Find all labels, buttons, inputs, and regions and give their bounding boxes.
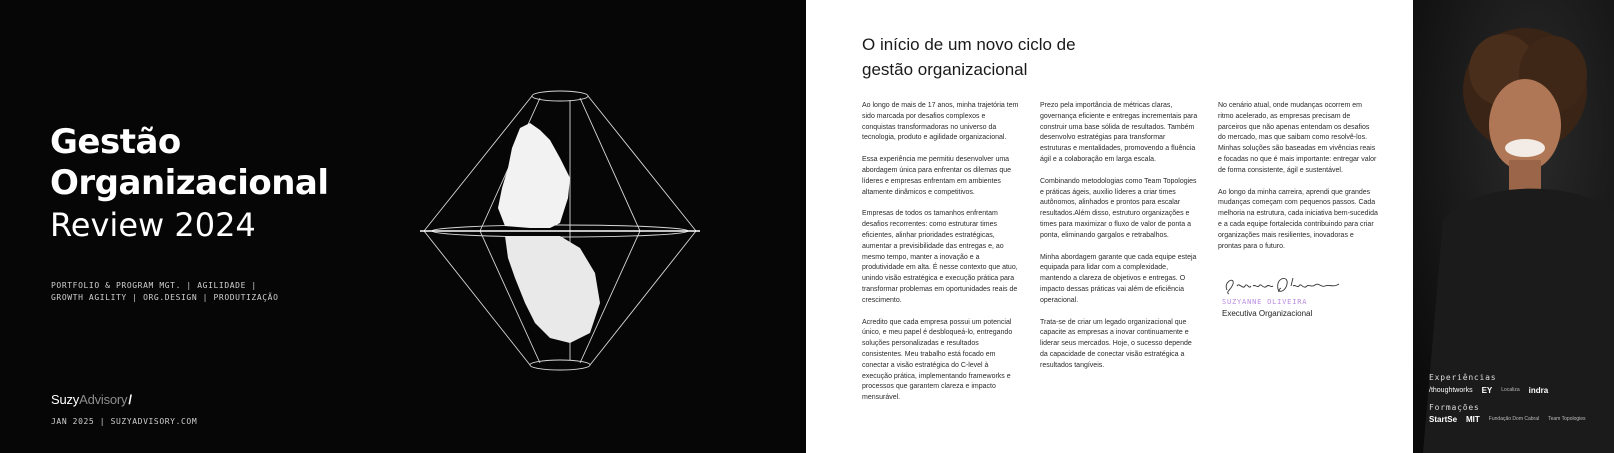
paragraph: Essa experiência me permitiu desenvolver uma abordagem única para enfrentar os dilemas que líderes e empresas enfrentam em ambientes altamente dinâmicos e competitivos. xyxy=(862,156,1012,196)
paragraph: Prezo pela importância de métricas claras, governança eficiente e entregas incrementais para construir uma base sólida de resultados. Também desenvolvo estratégias para transformar estruturas e mentalidades, promovendo a fluência ágil e a colaboração em larga escala. xyxy=(1040,102,1198,163)
paragraph: Ao longo de mais de 17 anos, minha trajetória tem sido marcada por desafios complexos e conquistas transformadoras no universo da tecnologia, produto e agilidade organizacional. xyxy=(862,102,1019,142)
text-column-3 xyxy=(1218,101,1378,263)
paragraph: Minha abordagem garante que cada equipe esteja equipada para lidar com a complexidade, mantendo a clareza de objetivos e entregas. O impacto dessas práticas vai além de eficiência operacional. xyxy=(1040,253,1197,304)
localiza-logo: Localiza xyxy=(1501,387,1520,393)
brand-logo xyxy=(51,392,132,407)
cover-tags-line2: GROWTH AGILITY | ORG.DESIGN | PRODUTIZAÇÃO xyxy=(51,293,279,302)
cover-tags-line1: PORTFOLIO & PROGRAM MGT. | AGILIDADE | xyxy=(51,281,257,290)
education-logos xyxy=(1429,415,1586,424)
thoughtworks-logo: /thoughtworks xyxy=(1429,387,1473,394)
startse-logo: StartSe xyxy=(1429,415,1458,424)
signature-role: Executiva Organizacional xyxy=(1222,309,1313,318)
education-title: Formações xyxy=(1429,403,1480,412)
experience-logos xyxy=(1429,386,1548,395)
iceberg-illustration xyxy=(420,88,700,373)
text-column-1 xyxy=(862,101,1020,415)
cover-title xyxy=(50,122,329,244)
cover-panel xyxy=(0,0,806,453)
cover-tags xyxy=(51,280,279,304)
brand-slash: / xyxy=(128,392,132,407)
mit-logo: MIT xyxy=(1466,415,1480,424)
brand-part2: Advisory xyxy=(79,392,128,407)
text-column-2 xyxy=(1040,101,1198,383)
page-heading-line2: gestão organizacional xyxy=(862,60,1028,79)
cover-title-line1: Gestão xyxy=(50,122,181,162)
brand-part1: Suzy xyxy=(51,392,80,407)
paragraph: Acredito que cada empresa possui um potencial único, e meu papel é desbloqueá-lo, entregando soluções personalizadas e resultados consistentes. Meu trabalho está focado em conectar a visão estratégica do C-level à execução prática, implementando frameworks e processos que garantem clareza e impacto mensurável. xyxy=(862,318,1013,402)
cover-title-line2: Organizacional xyxy=(50,162,329,203)
page-heading-line1: O início de um novo ciclo de xyxy=(862,35,1076,54)
paragraph: Empresas de todos os tamanhos enfrentam desafios recorrentes: como estruturar times eficientes, alinhar prioridades estratégicas, aumentar a previsibilidade das entregas e, ao mesmo tempo, manter a inovação e a produtividade em alta. É nesse contexto que atuo, unindo visão estratégica e execução prática para transformar problemas em oportunidades reais de crescimento. xyxy=(862,210,1018,304)
paragraph: Ao longo da minha carreira, aprendi que grandes mudanças começam com pequenos passos. Cada melhoria na estrutura, cada iniciativa bem-sucedida e a cada equipe fortalecida contribuindo para criar organizações mais resilientes, inovadoras e prontas para o futuro. xyxy=(1218,188,1378,250)
signature-name: SUZYANNE OLIVEIRA xyxy=(1222,298,1308,306)
paragraph: Combinando metodologias como Team Topologies e práticas ágeis, auxilio líderes a criar times autônomos, alinhados e prontos para escalar resultados.Além disso, estruturo organizações e times para maximizar o fluxo de valor de ponta a ponta, eliminando gargalos e retrabalhos. xyxy=(1040,177,1197,239)
team-topologies-logo: Team Topologies xyxy=(1548,416,1586,422)
text-page xyxy=(806,0,1413,453)
cover-footer: JAN 2025 | SUZYADVISORY.COM xyxy=(51,417,198,426)
paragraph: Trata-se de criar um legado organizacional que capacite as empresas a inovar continuamente e liderar seus mercados. Hoje, o sucesso depende da capacidade de conectar visão estratégica a resultados tangíveis. xyxy=(1040,318,1192,369)
handwritten-signature xyxy=(1221,272,1351,298)
portrait-panel xyxy=(1413,0,1614,453)
ey-logo: EY xyxy=(1481,386,1493,395)
experiences-title: Experiências xyxy=(1429,373,1497,382)
indra-logo: indra xyxy=(1528,386,1549,395)
fdc-logo: Fundação Dom Cabral xyxy=(1488,416,1540,422)
cover-title-line3: Review 2024 xyxy=(50,205,256,244)
page-heading xyxy=(862,32,1076,82)
paragraph: No cenário atual, onde mudanças ocorrem em ritmo acelerado, as empresas precisam de parceiros que não apenas entendam os desafios do mercado, mas que saibam como resolvê-los. Minhas soluções são baseadas em vivências reais e focadas no que é mais importante: entregar valor de forma consistente, ágil e sustentável. xyxy=(1218,102,1377,174)
